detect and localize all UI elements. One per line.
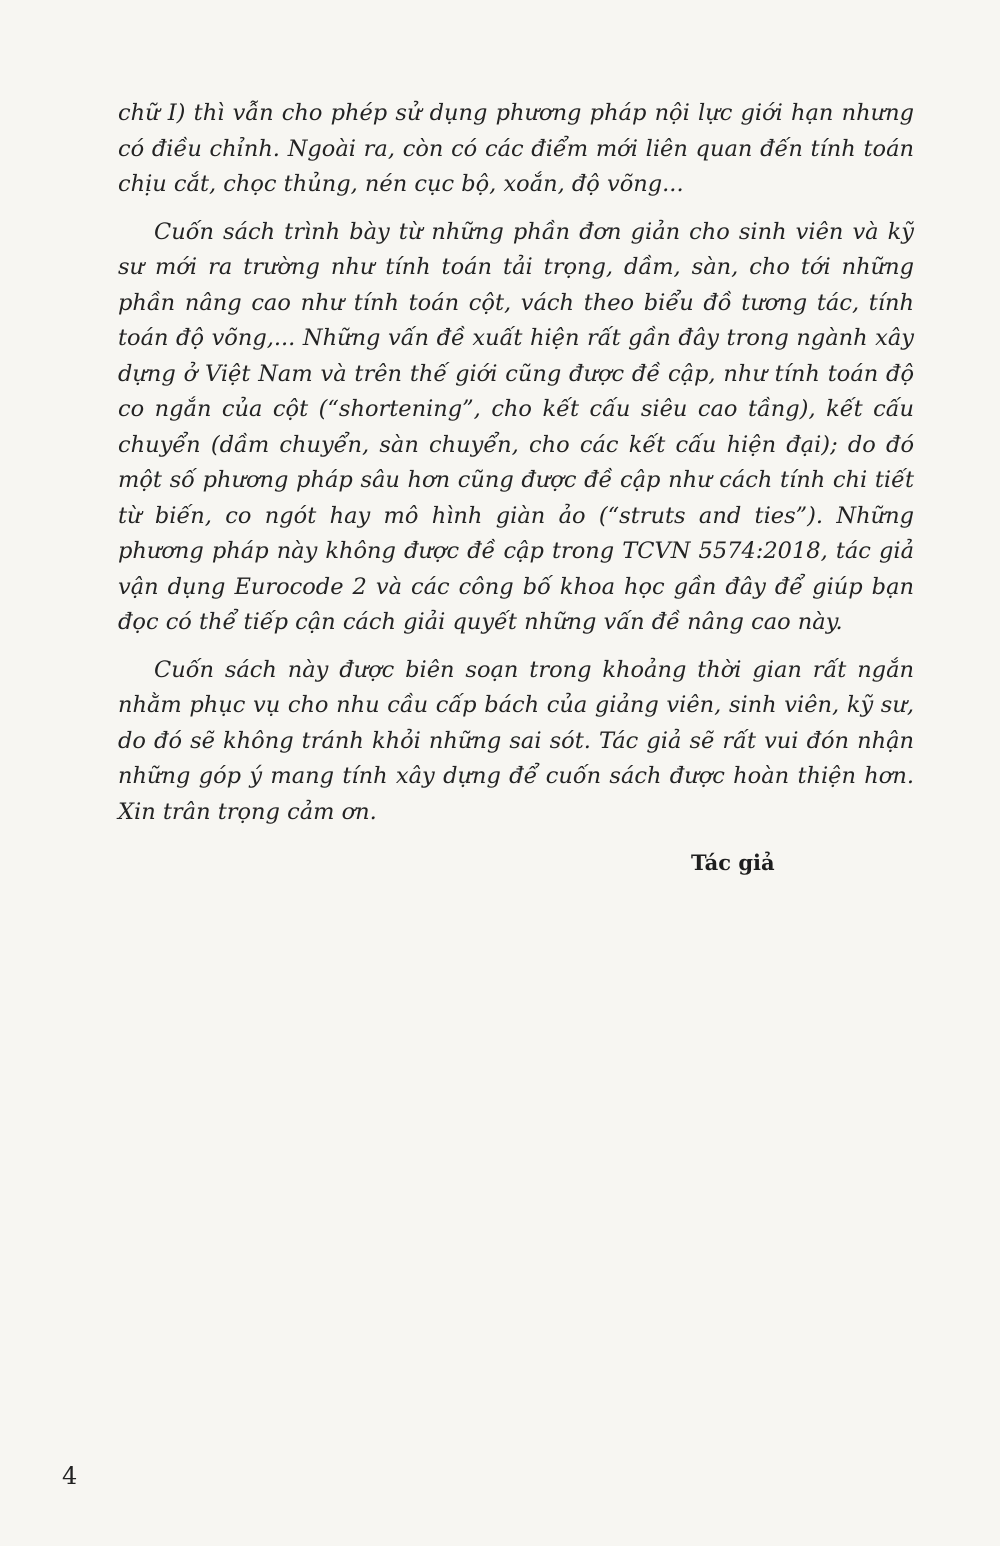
page-body bbox=[118, 96, 914, 875]
author-signature: Tác giả bbox=[691, 850, 775, 875]
paragraph-book-scope: Cuốn sách trình bày từ những phần đơn giản cho sinh viên và kỹ sư mới ra trường như tính toán tải trọng, dầm, sàn, cho tới những phần nâng cao như tính toán cột, vách theo biểu đồ tương tác, tính toán độ võng,... Những vấn đề xuất hiện rất gần đây trong ngành xây dựng ở Việt Nam và trên thế giới cũng được đề cập, như tính toán độ co ngắn của cột (“shortening”, cho kết cấu siêu cao tầng), kết cấu chuyển (dầm chuyển, sàn chuyển, cho các kết cấu hiện đại); do đó một số phương pháp sâu hơn cũng được đề cập như cách tính chi tiết từ biến, co ngót hay mô hình giàn ảo (“struts and ties”). Những phương pháp này không được đề cập trong TCVN 5574:2018, tác giả vận dụng Eurocode 2 và các công bố khoa học gần đây để giúp bạn đọc có thể tiếp cận cách giải quyết những vấn đề nâng cao này. bbox=[118, 218, 914, 635]
paragraph-acknowledgement: Cuốn sách này được biên soạn trong khoảng thời gian rất ngắn nhằm phục vụ cho nhu cầu cấp bách của giảng viên, sinh viên, kỹ sư, do đó sẽ không tránh khỏi những sai sót. Tác giả sẽ rất vui đón nhận những góp ý mang tính xây dựng để cuốn sách được hoàn thiện hơn. Xin trân trọng cảm ơn. bbox=[118, 656, 914, 825]
paragraph-continuation: chữ I) thì vẫn cho phép sử dụng phương pháp nội lực giới hạn nhưng có điều chỉnh. Ngoài ra, còn có các điểm mới liên quan đến tính toán chịu cắt, chọc thủng, nén cục bộ, xoắn, độ võng... bbox=[118, 100, 914, 197]
page-number: 4 bbox=[62, 1462, 78, 1490]
